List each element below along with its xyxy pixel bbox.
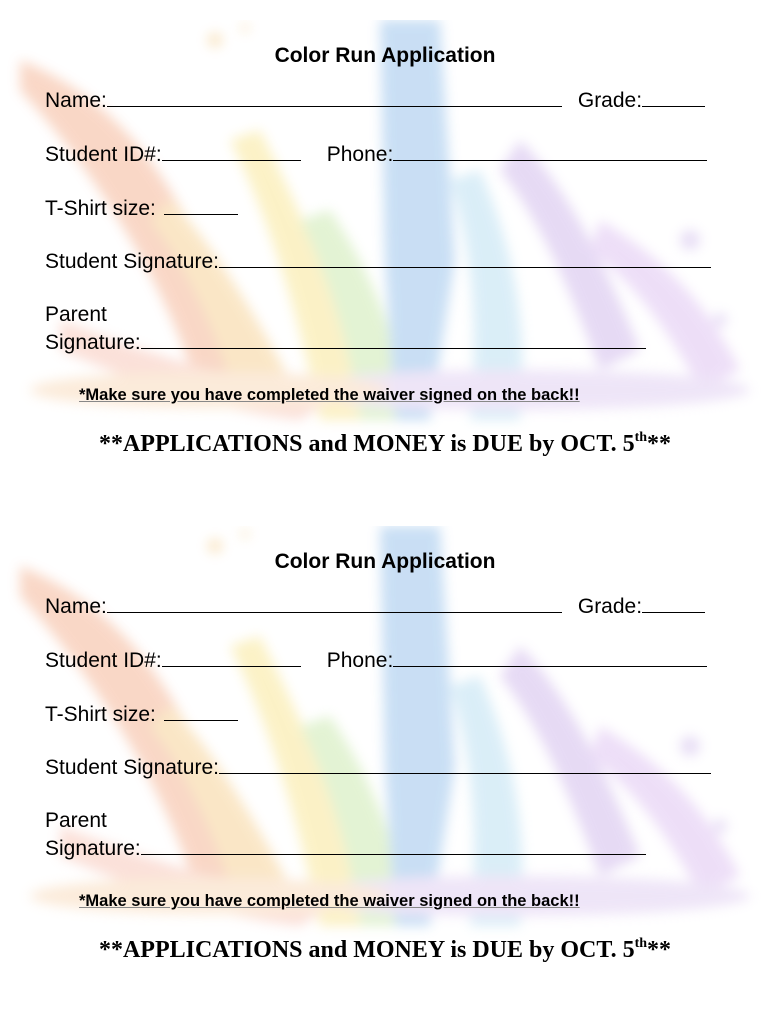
due-text: **APPLICATIONS and MONEY is DUE by OCT. 5 xyxy=(98,431,635,457)
due-ordinal: th xyxy=(634,936,648,951)
tshirt-size-field[interactable] xyxy=(164,702,238,721)
parent-signature-label: Signature: xyxy=(45,331,141,354)
parent-signature-label: Signature: xyxy=(45,837,141,860)
student-id-label: Student ID#: xyxy=(45,649,162,672)
student-signature-field[interactable] xyxy=(219,249,711,268)
name-field[interactable] xyxy=(107,88,562,107)
student-signature-field[interactable] xyxy=(219,755,711,774)
name-label: Name: xyxy=(45,89,107,112)
waiver-note: *Make sure you have completed the waiver signed on the back!! xyxy=(79,386,580,404)
name-label: Name: xyxy=(45,595,107,618)
student-id-field[interactable] xyxy=(162,648,301,667)
parent-signature-row xyxy=(45,330,646,355)
id-phone-row xyxy=(45,648,707,673)
due-date-notice xyxy=(0,937,770,964)
tshirt-size-label: T-Shirt size: xyxy=(45,197,156,220)
parent-signature-field[interactable] xyxy=(141,330,646,349)
name-grade-row xyxy=(45,594,705,619)
waiver-note: *Make sure you have completed the waiver signed on the back!! xyxy=(79,892,580,910)
student-signature-row xyxy=(45,755,711,780)
due-end: ** xyxy=(647,431,672,457)
id-phone-row xyxy=(45,142,707,167)
parent-signature-field[interactable] xyxy=(141,836,646,855)
application-form-1 xyxy=(0,20,770,510)
name-grade-row xyxy=(45,88,705,113)
grade-field[interactable] xyxy=(642,88,705,107)
tshirt-size-label: T-Shirt size: xyxy=(45,703,156,726)
phone-label: Phone: xyxy=(326,143,394,166)
parent-signature-row xyxy=(45,836,646,861)
form-title: Color Run Application xyxy=(274,44,496,67)
parent-label: Parent xyxy=(45,809,107,832)
tshirt-row xyxy=(45,702,238,727)
due-text: **APPLICATIONS and MONEY is DUE by OCT. 5 xyxy=(98,937,635,963)
phone-label: Phone: xyxy=(326,649,394,672)
phone-field[interactable] xyxy=(393,648,707,667)
tshirt-size-field[interactable] xyxy=(164,196,238,215)
phone-field[interactable] xyxy=(393,142,707,161)
grade-label: Grade: xyxy=(577,595,643,618)
due-date-notice xyxy=(0,431,770,458)
student-id-label: Student ID#: xyxy=(45,143,162,166)
student-signature-label: Student Signature: xyxy=(45,756,219,779)
grade-field[interactable] xyxy=(642,594,705,613)
grade-label: Grade: xyxy=(577,89,643,112)
student-id-field[interactable] xyxy=(162,142,301,161)
form-title: Color Run Application xyxy=(274,550,496,573)
application-form-2 xyxy=(0,526,770,1016)
name-field[interactable] xyxy=(107,594,562,613)
parent-label: Parent xyxy=(45,303,107,326)
due-end: ** xyxy=(647,937,672,963)
student-signature-label: Student Signature: xyxy=(45,250,219,273)
student-signature-row xyxy=(45,249,711,274)
tshirt-row xyxy=(45,196,238,221)
due-ordinal: th xyxy=(634,430,648,445)
